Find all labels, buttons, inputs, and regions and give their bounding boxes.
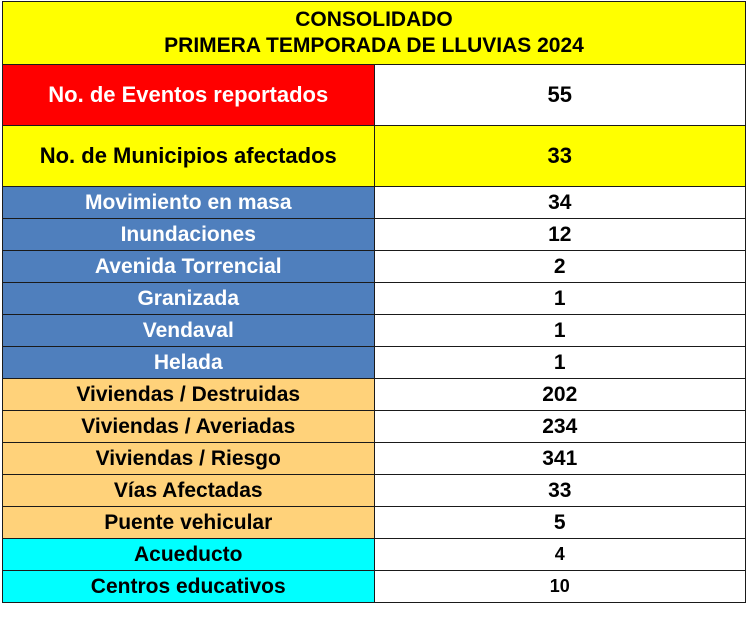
row-label-centros-educativos: Centros educativos xyxy=(3,571,375,603)
row-value-puente-vehicular: 5 xyxy=(374,507,746,539)
table-row xyxy=(3,411,746,443)
row-label-vias-afectadas: Vías Afectadas xyxy=(3,475,375,507)
row-label-municipios: No. de Municipios afectados xyxy=(3,126,375,187)
row-value-avenida-torrencial: 2 xyxy=(374,251,746,283)
table-row xyxy=(3,219,746,251)
table-row xyxy=(3,126,746,187)
row-label-inundaciones: Inundaciones xyxy=(3,219,375,251)
table-row xyxy=(3,443,746,475)
row-label-viviendas-averiadas: Viviendas / Averiadas xyxy=(3,411,375,443)
row-value-inundaciones: 12 xyxy=(374,219,746,251)
title-row xyxy=(3,2,746,65)
table-row xyxy=(3,187,746,219)
row-label-movimiento-masa: Movimiento en masa xyxy=(3,187,375,219)
row-value-acueducto: 4 xyxy=(374,539,746,571)
table-title xyxy=(3,2,746,65)
row-value-municipios: 33 xyxy=(374,126,746,187)
row-value-granizada: 1 xyxy=(374,283,746,315)
row-value-vendaval: 1 xyxy=(374,315,746,347)
table-row xyxy=(3,347,746,379)
table-row xyxy=(3,539,746,571)
table-row xyxy=(3,251,746,283)
row-label-viviendas-destruidas: Viviendas / Destruidas xyxy=(3,379,375,411)
title-line-1: CONSOLIDADO xyxy=(295,8,453,31)
table-row xyxy=(3,507,746,539)
table-row xyxy=(3,571,746,603)
row-label-vendaval: Vendaval xyxy=(3,315,375,347)
table-row xyxy=(3,379,746,411)
table-row xyxy=(3,315,746,347)
row-value-viviendas-destruidas: 202 xyxy=(374,379,746,411)
row-value-movimiento-masa: 34 xyxy=(374,187,746,219)
row-label-helada: Helada xyxy=(3,347,375,379)
row-label-avenida-torrencial: Avenida Torrencial xyxy=(3,251,375,283)
table-row xyxy=(3,65,746,126)
consolidated-table xyxy=(2,1,746,603)
table-row xyxy=(3,475,746,507)
title-line-2: PRIMERA TEMPORADA DE LLUVIAS 2024 xyxy=(164,34,584,57)
row-label-viviendas-riesgo: Viviendas / Riesgo xyxy=(3,443,375,475)
row-label-eventos: No. de Eventos reportados xyxy=(3,65,375,126)
row-value-vias-afectadas: 33 xyxy=(374,475,746,507)
row-label-puente-vehicular: Puente vehicular xyxy=(3,507,375,539)
row-value-viviendas-riesgo: 341 xyxy=(374,443,746,475)
row-label-granizada: Granizada xyxy=(3,283,375,315)
row-value-helada: 1 xyxy=(374,347,746,379)
row-label-acueducto: Acueducto xyxy=(3,539,375,571)
table-row xyxy=(3,283,746,315)
row-value-viviendas-averiadas: 234 xyxy=(374,411,746,443)
row-value-eventos: 55 xyxy=(374,65,746,126)
row-value-centros-educativos: 10 xyxy=(374,571,746,603)
